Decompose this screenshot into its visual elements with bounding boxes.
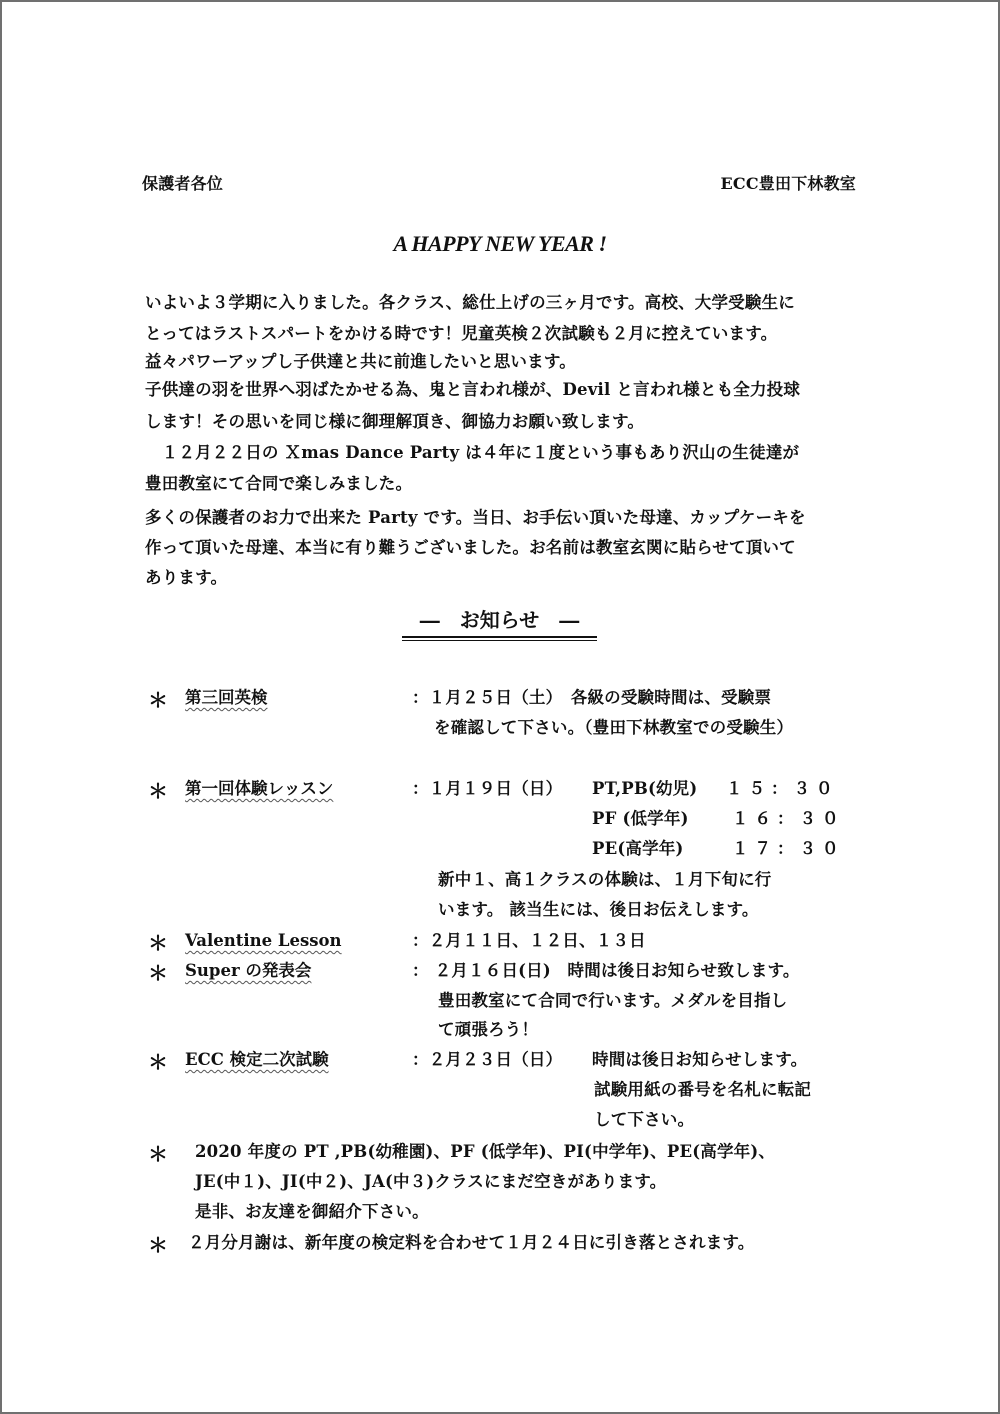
notice-item-date: ： ２月１６日(日) 時間は後日お知らせ致します。 [412,961,800,980]
schedule-time: １５：３０ [726,779,839,798]
notice-item-line: 試験用紙の番号を名札に転記 [594,1080,812,1099]
intro-line: します！その思いを同じ様に御理解頂き、御協力お願い致します。 [145,412,645,431]
extra-line: 是非、お友達を御紹介下さい。 [195,1202,429,1221]
sender: ECC豊田下林教室 [720,174,856,193]
notice-item-line: て頑張ろう！ [438,1020,539,1039]
notice-item-label: 第一回体験レッスン [185,779,334,798]
schedule-class: PE(高学年) [592,839,684,858]
addressee: 保護者各位 [142,174,224,193]
notice-item-date: ：２月１１日、１２日、１３日 [412,931,646,950]
schedule-time: １６：３０ [732,809,845,828]
intro-line: １２月２２日の Ｘmas Dance Party は４年に１度という事もあり沢山の生徒達が [145,443,800,462]
bullet-asterisk: ＊ [148,688,168,712]
heading-underline [402,636,597,638]
bullet-asterisk: ＊ [148,1233,168,1257]
intro-line: あります。 [145,568,228,587]
notice-item-date: ：２月２３日（日） [412,1050,563,1069]
notice-item-line: を確認して下さい。（豊田下林教室での受験生） [434,718,794,737]
intro-line: いよいよ３学期に入りました。各クラス、総仕上げの三ヶ月です。高校、大学受験生に [145,293,795,312]
intro-line: 多くの保護者のお力で出来た Party です。当日、お手伝い頂いた母達、カップケーキを [145,508,806,527]
notice-item-label: 第三回英検 [185,688,268,707]
intro-line: とってはラストスパートをかける時です！児童英検２次試験も２月に控えています。 [145,324,778,343]
intro-line: 子供達の羽を世界へ羽ばたかせる為、鬼と言われ様が、Devil と言われ様とも全力投球 [145,380,801,399]
notice-item-detail: 時間は後日お知らせします。 [592,1050,808,1069]
page-title: A HAPPY NEW YEAR ! [393,231,607,256]
notice-item-label: Valentine Lesson [185,931,342,950]
bullet-asterisk: ＊ [148,1050,168,1074]
bullet-asterisk: ＊ [148,961,168,985]
notice-heading [402,608,597,632]
extra-line: 2020 年度の PT ,PB(幼稚園)、PF (低学年)、PI(中学年)、PE(高学年)、 [195,1142,776,1161]
extra-line: ２月分月謝は、新年度の検定料を合わせて１月２４日に引き落とされます。 [188,1233,755,1252]
schedule-class: PT,PB(幼児) [592,779,698,798]
schedule-class: PF (低学年) [592,809,689,828]
bullet-asterisk: ＊ [148,931,168,955]
bullet-asterisk: ＊ [148,1142,168,1166]
notice-item-label: Super の発表会 [185,961,312,980]
bullet-asterisk: ＊ [148,779,168,803]
notice-item-line: 新中１、高１クラスの体験は、１月下旬に行 [438,870,772,889]
notice-item-label: ECC 検定二次試験 [185,1050,329,1069]
notice-item-date: ：１月２５日（土） 各級の受験時間は、受験票 [412,688,772,707]
notice-item-line: います。 該当生には、後日お伝えします。 [438,900,759,919]
intro-line: 益々パワーアップし子供達と共に前進したいと思います。 [145,352,576,371]
heading-underline [402,640,597,641]
schedule-time: １７：３０ [732,839,845,858]
extra-line: JE(中１)、JI(中２)、JA(中３)クラスにまだ空きがあります。 [195,1172,667,1191]
notice-item-date: ：１月１９日（日） [412,779,563,798]
notice-heading-text: ― お知らせ ― [419,608,580,632]
intro-line: 豊田教室にて合同で楽しみました。 [145,474,413,493]
intro-line: 作って頂いた母達、本当に有り難うございました。お名前は教室玄関に貼らせて頂いて [145,538,796,557]
notice-item-line: して下さい。 [594,1110,695,1129]
notice-item-line: 豊田教室にて合同で行います。メダルを目指し [438,991,788,1010]
